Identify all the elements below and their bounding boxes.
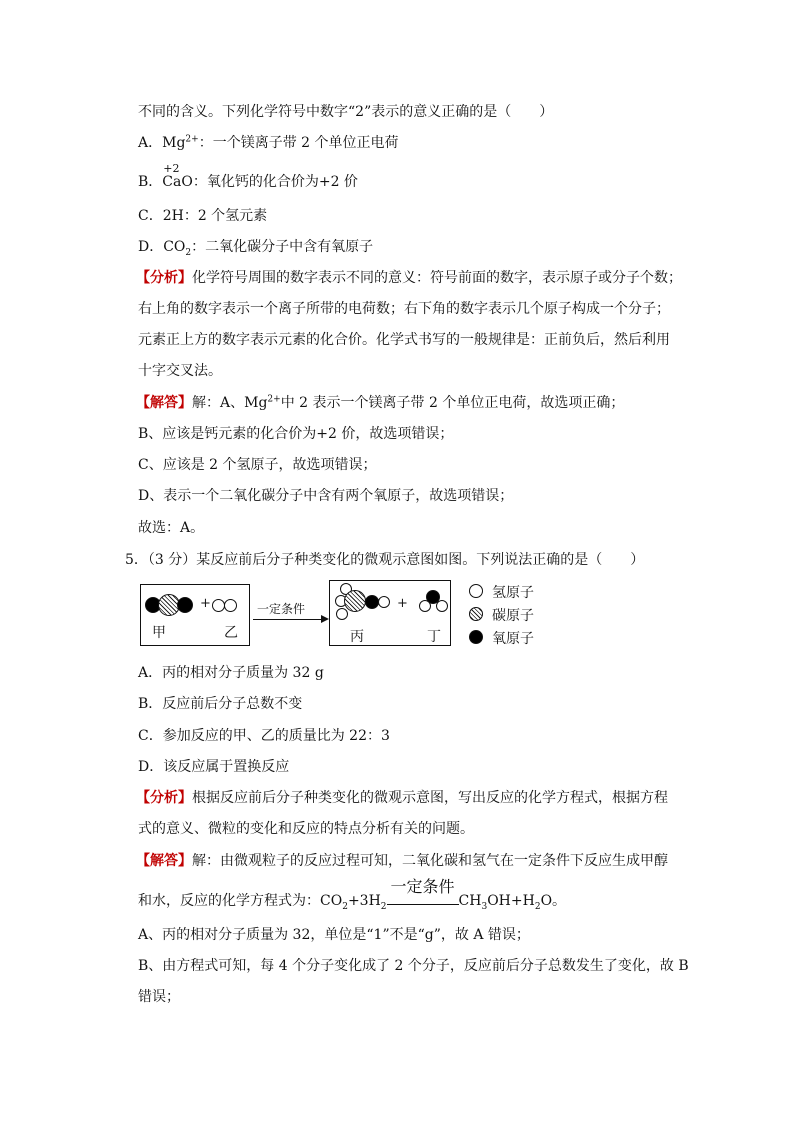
q4-answer-text-1b: 中 2 表示一个镁离子带 2 个单位正电荷，故选项正确； [280,395,625,411]
eq-part: OH+H [487,893,535,909]
analysis-tag: 【分析】 [136,790,192,806]
label-yi: 乙 [224,625,238,641]
oxygen-atom [365,595,379,609]
hydrogen-atom [419,600,431,612]
reaction-arrow [253,619,323,620]
eq-sub: 2 [534,901,541,912]
arrow-condition: 一定条件 [257,602,306,616]
q4-answer-line-4: D、表示一个二氧化碳分子中含有两个氧原子，故选项错误； [138,488,514,504]
q4-answer-line-1 [136,393,624,413]
legend-carbon-icon [469,607,483,621]
eq-condition: 一定条件 [390,877,455,896]
q5-answer-text-1: 解：由微观粒子的反应过程可知，二氧化碳和氢气在一定条件下反应生成甲醇 [192,853,668,869]
legend-oxygen-label: 氧原子 [492,631,534,647]
q4-analysis-line-1 [136,268,682,288]
q4-answer-line-5: 故选：A。 [138,520,205,536]
q4-option-b-element: Ca [162,174,182,190]
eq-sub: 2 [380,901,387,912]
plus-sign: + [397,596,408,611]
q4-answer-line-3: C、应该是 2 个氢原子，故选项错误； [138,457,377,473]
answer-tag: 【解答】 [136,395,192,411]
carbon-atom [344,590,366,612]
reaction-diagram [140,580,540,652]
q4-intro: 不同的含义。下列化学符号中数字“2”表示的意义正确的是（ ） [138,104,554,120]
q4-option-b-desc: O：氧化钙的化合价为+2 价 [181,174,358,190]
hydrogen-atom [336,608,348,620]
q5-analysis-line-1 [136,788,668,808]
eq-part: CH [458,893,482,909]
q4-option-b [138,162,358,192]
q4-option-a-desc: ：一个镁离子带 2 个单位正电荷 [198,135,399,151]
hydrogen-atom [224,599,237,612]
eq-part: +3H [347,893,381,909]
q5-option-b: B．反应前后分子总数不变 [138,696,303,712]
q5-answer-line-1 [136,851,668,871]
q5-answer-line-3: A、丙的相对分子质量为 32，单位是“1”不是“g”，故 A 错误； [138,927,530,943]
q4-answer-charge: 2+ [267,394,281,405]
hydrogen-atom [378,596,390,608]
q4-option-d-sub: 2 [185,247,192,258]
q5-answer-line-4: B、由方程式可知，每 4 个分子变化成了 2 个分子，反应前后分子总数发生了变化，故 B [138,958,689,974]
q4-option-a [138,133,399,153]
q4-analysis-line-3: 元素正上方的数字表示元素的化合价。化学式书写的一般规律是：正前负后，然后利用 [138,332,670,348]
q4-option-c: C．2H：2 个氢元素 [138,208,268,224]
q5-option-a: A．丙的相对分子质量为 32 g [138,665,324,681]
eq-condition-bar [387,877,459,905]
q5-analysis-text-1: 根据反应前后分子种类变化的微观示意图，写出反应的化学方程式，根据方程 [192,790,668,806]
answer-tag: 【解答】 [136,853,192,869]
q4-analysis-line-2: 右上角的数字表示一个离子所带的电荷数；右下角的数字表示几个原子构成一个分子； [138,301,670,317]
label-bing: 丙 [350,629,364,645]
q4-option-d-text: D．CO [138,239,186,255]
label-ding: 丁 [427,629,441,645]
q4-option-b-letter: B． [138,174,163,190]
q4-answer-text-1a: 解：A、Mg [192,395,268,411]
q5-option-d: D．该反应属于置换反应 [138,759,290,775]
eq-lead: 和水，反应的化学方程式为：CO [138,893,343,909]
eq-end: O。 [540,893,567,909]
q4-analysis-text-1: 化学符号周围的数字表示不同的意义：符号前面的数字，表示原子或分子个数； [192,270,682,286]
hydrogen-atom [436,600,448,612]
q5-answer-line-5: 错误； [138,989,180,1005]
legend-oxygen-icon [469,630,483,644]
eq-sub: 2 [342,901,348,912]
arrow-head-icon [321,615,329,623]
legend-carbon-label: 碳原子 [492,608,534,624]
q4-option-b-formula [162,162,182,192]
q5-option-c: C．参加反应的甲、乙的质量比为 22：3 [138,728,390,744]
oxygen-atom [177,597,193,613]
q4-option-a-text: A．Mg [138,135,186,151]
legend-hydrogen-label: 氢原子 [492,585,534,601]
label-jia: 甲 [152,625,166,641]
analysis-tag: 【分析】 [136,270,192,286]
q5-analysis-line-2: 式的意义、微粒的变化和反应的特点分析有关的问题。 [138,821,474,837]
plus-sign: + [200,596,211,611]
q5-stem: 5．（3 分）某反应前后分子种类变化的微观示意图如图。下列说法正确的是（ ） [125,552,645,568]
q4-answer-line-2: B、应该是钙元素的化合价为+2 价，故选项错误； [138,426,454,442]
q4-option-a-charge: 2+ [185,134,199,145]
q4-analysis-line-4: 十字交叉法。 [138,363,222,379]
legend-hydrogen-icon [469,584,483,598]
eq-sub: 3 [481,901,488,912]
q4-option-d [138,237,373,257]
q4-option-b-valence: +2 [163,162,180,175]
q4-option-d-desc: ：二氧化碳分子中含有氧原子 [191,239,374,255]
q5-equation-line [138,877,567,912]
